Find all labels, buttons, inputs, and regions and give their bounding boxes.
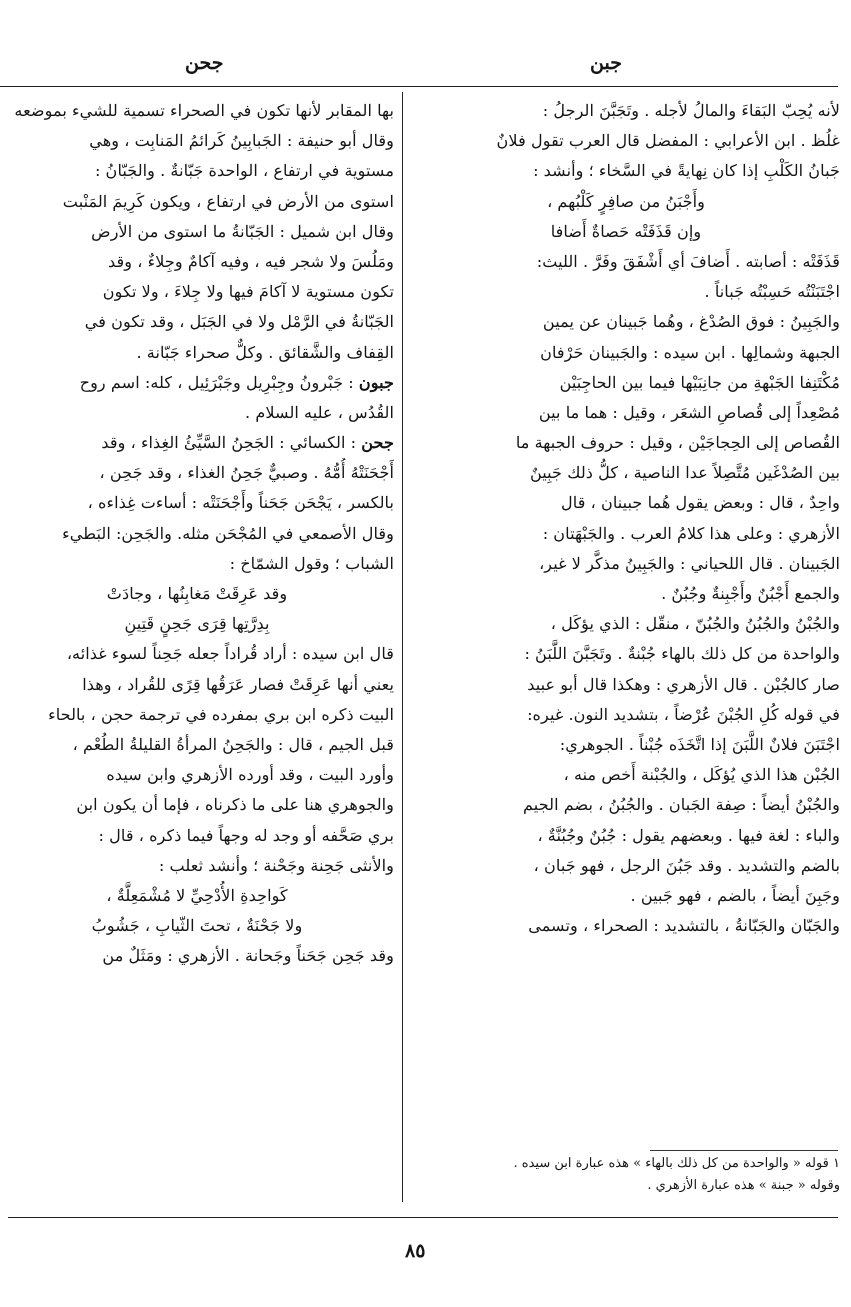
text-line: الشباب ؛ وقول الشمّاخ : <box>229 553 394 573</box>
text-line: الأزهري : وعلى هذا كلامُ العرب . والجَبْهَتان : <box>542 523 840 543</box>
entry-headword: جحن <box>361 433 394 453</box>
text-line: القِفاف والشَّقائق . وكلٌّ صحراء جَبّانة . <box>136 342 394 362</box>
text-line: وأورد البيت ، وقد أورده الأزهري وابن سيده <box>106 765 394 785</box>
text-line: مستوية في ارتفاع ، الواحدة جَبّانةٌ . والجَبّانُ : <box>94 161 394 181</box>
running-head-left: جحن <box>185 52 224 74</box>
text-line: بين الصُدْغَين مُتَّصِلاً عدا الناصية ، كلُّ ذلك جَبِينٌ <box>529 463 840 483</box>
text-line: اجْتَبَنَ فلانٌ اللَّبَنَ إذا اتَّخَذَه جُبْناً . الجوهري: <box>559 734 840 754</box>
text-line: البيت ذكره ابن بري بمفرده في ترجمة حجن ، بالحاء <box>48 704 394 724</box>
text-line: قبل الجيم ، قال : والجَحِنُ المرأةُ القليلةُ الطُعْم ، <box>72 734 394 754</box>
text-line: الجُبْن هذا الذي يُؤكَل ، والجُبْنة أَخص منه ، <box>563 765 840 785</box>
footnote-line: وقوله « جبنة » هذه عبارة الأزهري . <box>647 1178 840 1193</box>
text-line: في قوله كُلِ الجُبْنَ عُرْضاً ، بتشديد النون. غيره: <box>527 704 840 724</box>
footnotes <box>412 1153 840 1197</box>
verse-line: وإن قَذَفَتْه حَصاةٌ أَضافا <box>550 221 702 241</box>
text-line: قال ابن سيده : أراد قُراداً جعله جَحِناً لسوء غذائه، <box>66 644 394 664</box>
column-divider <box>402 92 403 1202</box>
text-line: وجَبِنَ أيضاً ، بالضم ، فهو جَبين . <box>630 885 840 905</box>
entry-line <box>0 428 394 458</box>
text-line: والجَبِينُ : فوق الصُدْغ ، وهُما جَبينان عن يمين <box>542 312 840 332</box>
text-line: اجْتَبَنْتُه حَسِبْتُه جَباناً . <box>704 282 840 302</box>
footnote-rule <box>650 1150 838 1151</box>
text-line: وقال الأصمعي في المُجْحَن مثله. والجَحِن: البَطيء <box>62 523 394 543</box>
text-line: والأنثى جَحِنة وجَحْنة ؛ وأنشد ثعلب : <box>158 855 394 875</box>
text-line: مُكْتَنِفا الجَبْهةِ من جانِبَيْها فيما بين الحاجِبَيْن <box>559 372 840 392</box>
footnote-line: ١ قوله « والواحدة من كل ذلك بالهاء » هذه عبارة ابن سيده . <box>513 1156 840 1171</box>
text-line: والجُبْنُ والجُبُنُ والجُبُنّ ، منقّل : الذي يؤكَل ، <box>550 614 840 634</box>
left-column <box>0 96 394 971</box>
text-line: قَذَفَتْه : أصابته . أَضافَ أي أَشْفَقَ وفَرَّ . الليث: <box>536 251 840 271</box>
text-line: صار كالجُبْن . قال الأزهري : وهكذا قال أبو عبيد <box>527 674 840 694</box>
text-line: والواحدة من كل ذلك بالهاء جُبْنةٌ . وتَجَبَّنَ اللَّبَنُ : <box>524 644 840 664</box>
text-line: الجبهة وشمالِها . ابن سيده : والجَبينان حَرْفان <box>540 342 840 362</box>
text-line: والباء : لغة فيها . وبعضهم يقول : جُبُنٌ وجُبُنَّةٌ ، <box>537 825 840 845</box>
entry-text: : الكسائي : الجَحِنُ السَّيِّئُ الغِذاء ، وقد <box>101 433 362 453</box>
text-line: استوى من الأرض في ارتفاع ، ويكون كَرِيمَ المَنْبت <box>62 191 394 211</box>
text-line: لأنه يُحِبّ البَقاءَ والمالُ لأجله . وتَجَبَّنَ الرجلُ : <box>542 101 840 120</box>
right-column <box>412 96 840 941</box>
text-line: الجَبينان . قال اللحياني : والجَبِينُ مذكَّر لا غير، <box>539 553 840 573</box>
text-line: والجمع أَجْبُنٌ وأَجْبِنةٌ وجُبُنٌ . <box>661 584 840 603</box>
entry-headword: جبون <box>358 372 394 392</box>
entry-line <box>0 368 394 398</box>
text-line: وقال ابن شميل : الجَبّانةُ ما استوى من الأرض <box>91 221 394 241</box>
text-line: وقد جَحِن جَحَناً وجَحانة . الأزهري : ومَثَلٌ من <box>102 946 394 966</box>
text-line: والجُبْنُ أيضاً : صِفة الجَبان . والجُبُنُ ، بضم الجيم <box>523 795 840 815</box>
footer-rule <box>8 1217 838 1218</box>
text-line: بالضم والتشديد . وقد جَبُنَ الرجل ، فهو جَبان ، <box>533 855 840 875</box>
header-rule <box>0 86 838 87</box>
page-number: ٨٥ <box>405 1240 426 1262</box>
text-line: تكون مستوية لا آكامَ فيها ولا جِلاءَ ، ولا تكون <box>102 282 394 302</box>
text-line: غلُظ . ابن الأعرابي : المفضل قال العرب تقول فلانٌ <box>496 131 840 151</box>
verse-line: بِدِرَّتِها قِرَى جَحِنٍ قَتِينِ <box>124 614 270 634</box>
text-line: مُصْعِداً إلى قُصاصِ الشعَر ، وقيل : هما ما بين <box>538 402 840 422</box>
text-line: بها المقابر لأنها تكون في الصحراء تسمية للشيء بموضعه <box>14 101 394 120</box>
text-line: القُصاص إلى الحِجاجَيْن ، وقيل : حروف الجبهة ما <box>515 433 840 453</box>
text-line: القُدُس ، عليه السلام . <box>245 402 394 422</box>
text-line: الجَبّانةُ في الرَّمْل ولا في الجَبَل ، وقد تكون في <box>84 312 394 332</box>
text-line: بالكسر ، يَجْحَن جَحَناً وأَجْحَنَتْه : أساءت غِذاءه ، <box>87 493 394 513</box>
running-head-right: جبن <box>590 52 622 74</box>
text-line: يعني أنها عَرِقَتْ فصار عَرَقُها قِرًى للقُراد ، وهذا <box>82 674 394 694</box>
text-line: وقال أبو حنيفة : الجَبابِينُ كَرائمُ المَنابِت ، وهي <box>89 131 394 151</box>
text-line: ومَلُسَ ولا شجر فيه ، وفيه آكامٌ وجِلاءٌ ، وقد <box>108 251 394 271</box>
verse-line: ولا جَحْنَةٌ ، تحتَ الثّيابِ ، جَشُوبُ <box>91 916 303 936</box>
verse-line: وقد عَرِقَتْ مَغابِنُها ، وجادَتْ <box>106 584 288 603</box>
text-line: بري صَحَّفه أو وجد له وجهاً فيما ذكره ، قال : <box>98 825 394 845</box>
text-line: أَجْحَنَتْهُ أُمُّهُ . وصبيٌّ جَحِنُ الغذاء ، وقد جَحِن ، <box>99 463 394 483</box>
entry-text: : جَبْرونُ وجِبْرِيل وجَبْرَئِيل ، كله: اسم روح <box>79 372 359 392</box>
verse-line: كَواحِدةِ الأُدْحِيِّ لا مُشْمَعِلَّةٌ ، <box>106 885 288 905</box>
text-line: والجوهري هنا على ما ذكرناه ، فإما أن يكون ابن <box>76 795 394 815</box>
text-line: واحِدٌ ، قال : وبعض يقول هُما جبينان ، قال <box>561 493 840 513</box>
text-line: والجَبّان والجَبّانةُ ، بالتشديد : الصحراء ، وتسمى <box>528 916 840 936</box>
verse-line: وأَجْبَنُ من صافِرٍ كَلْبُهم ، <box>547 191 705 211</box>
text-line: جَبانُ الكَلْبِ إذا كان نِهايةً في السَّخاء ؛ وأنشد : <box>533 161 840 181</box>
